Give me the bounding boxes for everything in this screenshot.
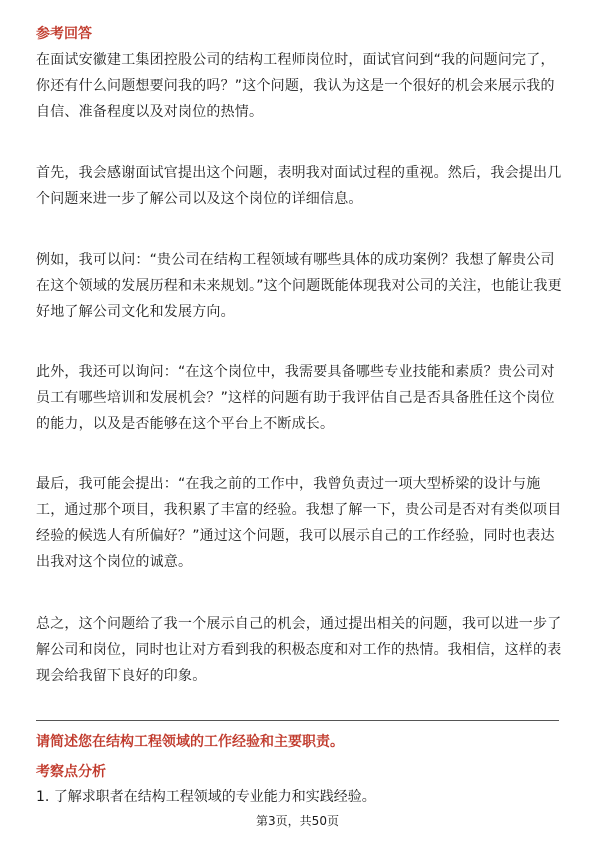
answer-paragraph-5: 最后，我可能会提出：“在我之前的工作中，我曾负责过一项大型桥梁的设计与施工，通过那个项目，我积累了丰富的经验。我想了解一下，贵公司是否对有类似项目经验的候选人有所偏好？”通过这个问题，我可以展示自己的工作经验，同时也表达出我对这个岗位的诚意。 bbox=[36, 476, 562, 570]
answer-heading: 参考回答 bbox=[36, 26, 92, 42]
analysis-heading: 考察点分析 bbox=[36, 764, 106, 780]
answer-paragraph-2: 首先，我会感谢面试官提出这个问题，表明我对面试过程的重视。然后，我会提出几个问题来进一步了解公司以及这个岗位的详细信息。 bbox=[36, 165, 562, 207]
analysis-item-1: 1. 了解求职者在结构工程领域的专业能力和实践经验。 bbox=[36, 789, 376, 805]
answer-paragraph-6: 总之，这个问题给了我一个展示自己的机会，通过提出相关的问题，我可以进一步了解公司和岗位，同时也让对方看到我的积极态度和对工作的热情。我相信，这样的表现会给我留下良好的印象。 bbox=[36, 616, 562, 684]
answer-paragraph-4: 此外，我还可以询问：“在这个岗位中，我需要具备哪些专业技能和素质？贵公司对员工有哪些培训和发展机会？”这样的问题有助于我评估自己是否具备胜任这个岗位的能力，以及是否能够在这个平台上不断成长。 bbox=[36, 364, 555, 432]
answer-paragraph-1: 在面试安徽建工集团控股公司的结构工程师岗位时，面试官问到“我的问题问完了，你还有什么问题想要问我的吗？”这个问题，我认为这是一个很好的机会来展示我的自信、准备程度以及对岗位的热情。 bbox=[36, 52, 555, 120]
answer-paragraph-3: 例如，我可以问：“贵公司在结构工程领域有哪些具体的成功案例？我想了解贵公司在这个领域的发展历程和未来规划。”这个问题既能体现我对公司的关注，也能让我更好地了解公司文化和发展方向。 bbox=[36, 252, 562, 320]
section-divider bbox=[36, 720, 559, 721]
next-question: 请简述您在结构工程领域的工作经验和主要职责。 bbox=[36, 734, 344, 750]
page-footer: 第3页，共50页 bbox=[256, 814, 339, 828]
